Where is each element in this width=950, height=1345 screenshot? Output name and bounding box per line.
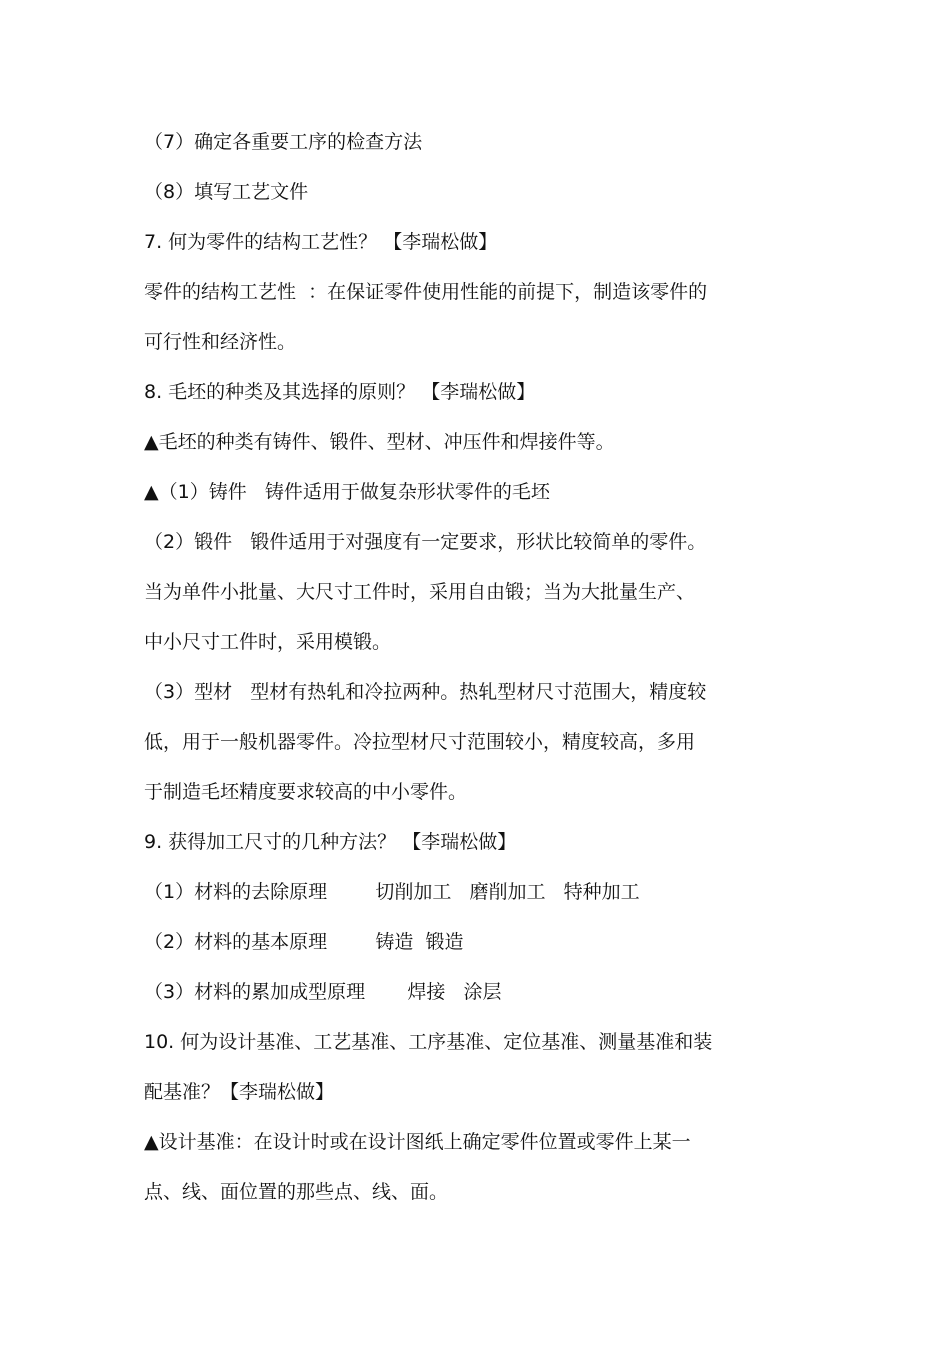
answer-7-line-1: 零件的结构工艺性 ：在保证零件使用性能的前提下，制造该零件的 (144, 281, 708, 303)
answer-8-line-1: ▲毛坯的种类有铸件、锻件、型材、冲压件和焊接件等。 (144, 431, 615, 453)
question-9-heading: 9. 获得加工尺寸的几种方法？ 【李瑞松做】 (144, 831, 517, 853)
answer-8-line-5: 中小尺寸工件时，采用模锻。 (144, 631, 392, 653)
answer-7-line-2: 可行性和经济性。 (144, 331, 297, 353)
answer-8-line-3: （2）锻件 锻件适用于对强度有一定要求，形状比较简单的零件。 (144, 531, 707, 553)
question-7-heading: 7. 何为零件的结构工艺性？ 【李瑞松做】 (144, 231, 498, 253)
answer-9-line-1: （1）材料的去除原理 切削加工 磨削加工 特种加工 (144, 881, 640, 903)
answer-9-line-3: （3）材料的累加成型原理 焊接 涂层 (144, 981, 502, 1003)
list-item-7: （7）确定各重要工序的检查方法 (144, 131, 423, 153)
answer-8-line-8: 于制造毛坯精度要求较高的中小零件。 (144, 781, 468, 803)
answer-8-line-6: （3）型材 型材有热轧和冷拉两种。热轧型材尺寸范围大，精度较 (144, 681, 707, 703)
question-10-heading-line-2: 配基准？【李瑞松做】 (144, 1081, 335, 1103)
answer-10-line-2: 点、线、面位置的那些点、线、面。 (144, 1181, 449, 1203)
answer-8-line-4: 当为单件小批量、大尺寸工件时，采用自由锻；当为大批量生产、 (144, 581, 696, 603)
answer-8-line-2: ▲（1）铸件 铸件适用于做复杂形状零件的毛坯 (144, 481, 550, 503)
question-10-heading-line-1: 10. 何为设计基准、工艺基准、工序基准、定位基准、测量基准和装 (144, 1031, 713, 1053)
answer-9-line-2: （2）材料的基本原理 铸造 锻造 (144, 931, 464, 953)
question-8-heading: 8. 毛坯的种类及其选择的原则？ 【李瑞松做】 (144, 381, 536, 403)
answer-10-line-1: ▲设计基准：在设计时或在设计图纸上确定零件位置或零件上某一 (144, 1131, 691, 1153)
list-item-8: （8）填写工艺文件 (144, 181, 309, 203)
answer-8-line-7: 低，用于一般机器零件。冷拉型材尺寸范围较小，精度较高，多用 (144, 731, 696, 753)
